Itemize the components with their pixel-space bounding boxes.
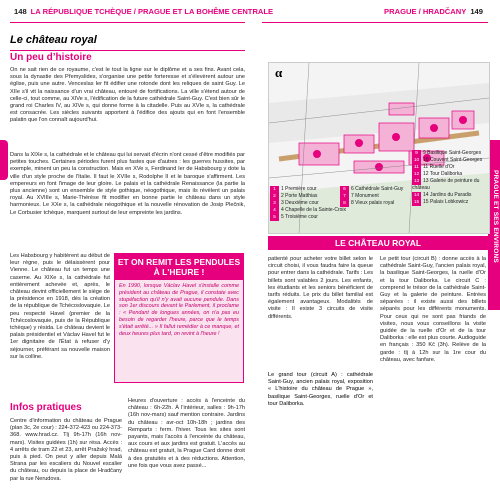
visit-text: patienté pour acheter votre billet selon le circuit choisi, il vous faudra faire la queue pour entrer dans la cathédrale. Tarifs : Les billets sont valables 2 jours. Les enfants, les étudiants et les seniors bénéficient de tarifs réduits. Le prix du billet familial est également avantageux. Modalités de visite : Il existe 3 circuits de visite différents. <box>268 256 373 320</box>
legend-number-icon: 6 <box>340 186 349 193</box>
infos-text: Centre d'information du château de Prague (plan 3c, 2e cour) : 224-372-423 ou 224-373-368. www.hrad.cz. Tlj 9h-17h (16h nov-mars). Visites guidées (1h) sur résa. Accès : 4 arrêts de tram 22 et 23, arrêt Pražský hrad, puis à pied. On peut y aller depuis Malá Strana par les escaliers du Nouvel escalier du château, ou depuis la place de Hradčany par la rue Nerudova. <box>10 418 122 482</box>
map-legend-right <box>412 150 488 206</box>
infos-heading: Infos pratiques <box>10 402 82 413</box>
legend-item: 4 4 Chapelle de la Sainte-Croix <box>270 207 370 214</box>
legend-item: 2 2 Porte Matthias <box>270 193 370 200</box>
legend-number-icon: 13 <box>413 179 420 184</box>
left-page-header <box>10 0 274 22</box>
legend-number-icon: 2 <box>270 193 279 200</box>
left-header-rule <box>10 22 245 23</box>
circuits-b-c-text: Le petit tour (circuit B) : donne accès à la cathédrale Saint-Guy, l'ancien palais royal, la basilique Saint-Georges, la ruelle d'Or et la tour Daliborka. Le circuit C : comprend le trésor de la cathédrale Saint-Guy et la galerie de peinture. Entrées séparées : il existe aussi des billets séparés pour les différents monuments. Pour ceux qui ne sont pas friands de visites, nous vous conseillons la visite guidée de la ruelle d'Or et de la tour Daliborka : elle est plus courte. Audioguide en français : 350 Kč (3h). Relève de la garde : tlj à 12h sur la 1re cour du château, avec fanfare. <box>380 256 486 363</box>
legend-item: 14 14 Jardins du Paradis <box>413 191 472 198</box>
legend-item: 13 13 Galerie de peinture du château <box>412 178 480 191</box>
right-page-header <box>262 0 487 22</box>
legend-item: 7 7 Monument <box>340 193 408 200</box>
legend-item: 15 15 Palais Lobkowicz <box>413 198 469 205</box>
side-tab-label: PRAGUE ET SES ENVIRONS <box>492 170 499 263</box>
left-running-title: LA RÉPUBLIQUE TCHÈQUE / PRAGUE ET LA BOHÊME CENTRALE <box>30 6 274 16</box>
hours-text: Heures d'ouverture : accès à l'enceinte du château : 6h-22h. À l'intérieur, salles : 9h-17h (16h nov-mars) sauf mention contraire. Jardins du château : avr-oct 10h-18h ; jardins des Remparts : ferm. l'hiver. Tous les sites sont payants, mais l'accès à l'enceinte du château, aux cours et aux jardins est gratuit. L'accès au château est gratuit, la Prague Card donne droit à des gratuités et à des réductions. Attention, une fois que vous avez passé... <box>128 398 245 469</box>
history-paragraph-2: Dans la XIXe s, la cathédrale et le château qui lui servait d'écrin n'ont cessé d'être modifiés par petites touches. Certaines périodes furent plus fastes que d'autres : les guerres hussites, par exemple, minent un peu la construction. Mais en XVe s, Ferdinand Ier de Habsbourg y dote la ville d'un style proche de l'Italie. Il faut le XVIIe s, Rodolphe II et le baroque s'affirment. Les empereurs en font l'image de leur gloire. Le palais et la cathédrale Renaissance (la partie la plus ancienne) sont un ensemble de style gothique, néogothique, mais ils révèlent un palais royal. Au XVIIIe s, Marie-Thérèse fit modifier en bonne partie le château dans un style harmonieux. Le XXe s, la cathédrale néogothique et la nouvelle rénovation de Josip Plečnik, Le Corbusier tchèque, marquent surtout de leur empreinte les jardins. <box>10 152 245 216</box>
legend-item: 1 1 Première cour <box>270 186 370 193</box>
history-paragraph-1: On ne sait rien de ce royaume, c'est le tout la ligne sur le diplôme et a ses fins. Avant cela, sous la dynastie des Přemyslides, s'organise une petite forteresse et s'élevèrent autour une église, puis une autre. Venceslas Ier fit édifier une rotonde dont les reliques de saint Guy. Le XIIe s'il vit la naissance d'un vrai château, entouré de fortifications. La ville s'étend autour de celle-ci, tout comme, au XIVe s, l'édification de la future cathédrale Saint-Guy. C'est bien sûr le grand roi Charles IV, au XIVe s, qui donne forme à la citadelle. Puis au XVIe s, la cathédrale est consacrée. Les siècles suivants apportent à l'édifice des ajouts qui en font l'ensemble palatin que l'on connaît aujourd'hui. <box>10 67 245 124</box>
right-page-number: 149 <box>470 6 483 16</box>
legend-item: 5 5 Troisième cour <box>270 214 370 221</box>
section-title-bar <box>10 30 245 51</box>
legend-number-icon: 7 <box>340 193 349 200</box>
left-page-number: 148 <box>14 6 27 16</box>
svg-text:α: α <box>275 65 283 80</box>
legend-number-icon: 10 <box>413 158 420 163</box>
callout-body: En 1990, lorsque Václav Havel s'installe comme président au château de Prague, il constate avec stupéfaction qu'il n'y avait aucune pendule. Dans son 1er discours devant le Parlement, il proclame : « Pendant de longues années, on n'a pas eu besoin de regarder l'heure, parce que le temps s'était arrêté... » Il fallut remédier à ce manque, et deux heures plus tard, on revint à l'heure ! <box>119 283 239 337</box>
legend-number-icon: 1 <box>270 186 279 193</box>
legend-number-icon: 3 <box>270 200 279 207</box>
legend-item: 6 6 Cathédrale Saint-Guy <box>340 186 408 193</box>
pendules-callout <box>114 253 244 383</box>
legend-number-icon: 9 <box>412 150 421 157</box>
legend-item: 12 12 Tour Daliborka <box>413 171 463 177</box>
left-thumb-tab <box>0 140 8 180</box>
circuit-a-text: Le grand tour (circuit A) : cathédrale Saint-Guy, ancien palais royal, exposition « L'histoire du château de Prague », basilique Saint-Georges, ruelle d'Or et tour Daliborka. <box>268 372 373 407</box>
section-title: Le château royal <box>10 34 97 46</box>
callout-title: ET ON REMIT LES PENDULES À L'HEURE ! <box>115 254 243 280</box>
legend-number-icon: 5 <box>270 214 279 221</box>
legend-number-icon: 8 <box>340 200 349 207</box>
legend-number-icon: 12 <box>413 172 420 177</box>
legend-item: 3 3 Deuxième cour <box>270 200 370 207</box>
history-paragraph-3: Les Habsbourg y habitèrent au début de leur règne, puis le délaissèrent pour Vienne. Le château fut un temps une caserne. Au XIXe s, la cathédrale fut entièrement achevée et, après, le château devint officiellement le siège de la présidence en 1918, dès la création de la république de Tchécoslovaquie. Le peu respecté Havel (premier de la Tchécoslovaquie, puis de la République tchèque) y résida. Le château devient le palais présidentiel et Václav Havel fut le 1er dignitaire de l'État à refuser d'y séjourner, préférant sa nouvelle maison sur la colline. <box>10 253 110 360</box>
legend-item: 10 10 Couvent Saint-Georges <box>413 157 483 163</box>
legend-number-icon: 4 <box>270 207 279 214</box>
legend-item: 8 8 Vieux palais royal <box>340 200 408 207</box>
history-heading: Un peu d’histoire <box>10 52 92 63</box>
right-header-rule <box>262 22 488 23</box>
map-legend-mid <box>340 186 408 207</box>
map-caption: LE CHÂTEAU ROYAL <box>268 236 488 250</box>
legend-number-icon: 14 <box>413 192 420 198</box>
legend-number-icon: 11 <box>412 164 421 171</box>
legend-item: 9 9 Basilique Saint-Georges <box>412 150 488 157</box>
right-running-title: PRAGUE / HRADČANY <box>384 6 467 16</box>
legend-number-icon: 15 <box>413 199 420 205</box>
legend-item: 11 11 Ruelle d'Or <box>414 164 455 170</box>
